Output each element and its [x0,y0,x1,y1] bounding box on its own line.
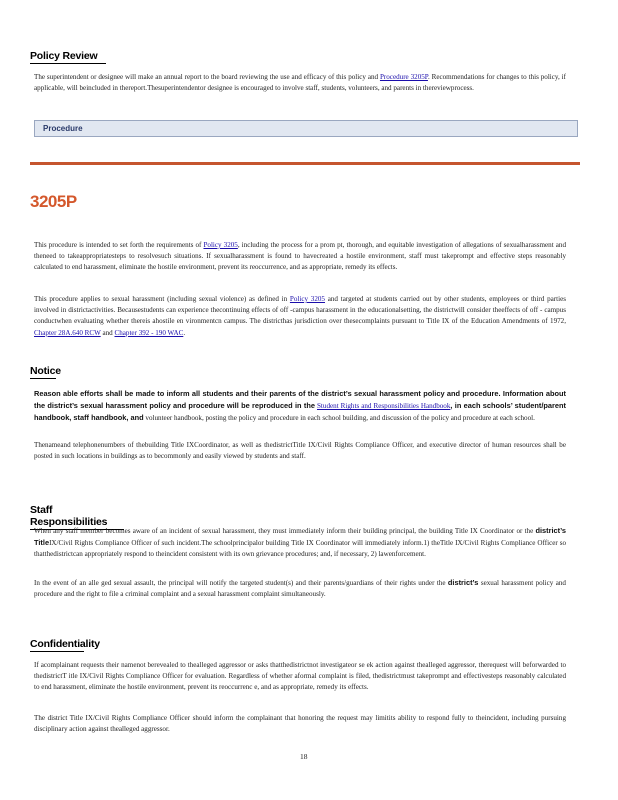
section-divider [30,162,580,165]
policy-review-heading: Policy Review [30,50,106,62]
page-number: 18 [300,752,308,761]
notice-heading: Notice [30,365,61,377]
confidentiality-paragraph-2: The district Title IX/Civil Rights Compliance Officer should inform the complainant that honoring the request may limitits ability to respond fully to theincident, including pursuing disciplinary action against thealleged aggressor. [34,714,566,734]
confidentiality-heading: Confidentiality [30,638,100,650]
procedure-box-label: Procedure [43,124,83,133]
staff-paragraph-2: In the event of an alle ged sexual assault, the principal will notify the targeted student(s) and their parents/guardians of their rights under the district’s sexual harassment policy and procedure and the right to file a criminal complaint and a sexual harassment complaint simultaneously. [34,578,566,599]
intro-paragraph-2: This procedure applies to sexual harassment (including sexual violence) as defined in Policy 3205 and targeted at students carried out by other students, employees or third parties involved in districtactivities. Becausestudents can experience thecontinuing effects of off -campus harassment in the educationalsetting, the districtwill consider theeffects of off - campus conductwhen evaluating whether thereis ahostile en vironmentcn campus. The districthas jurisdiction over thesecomplaints pursuant to Title IX of the Education Amendments of 1972, Chapter 28A.640 RCW and Chapter 392 - 190 WAC. [34,295,566,337]
notice-paragraph-2: Thenameand telephonenumbers of thebuilding Title IXCoordinator, as well as thedistrictTitle IX/Civil Rights Compliance Officer, and executive director of human resources shall be posted in such locations in buildings as to becommonly and easily viewed by students and staff. [34,441,566,461]
procedure-3205p-link[interactable]: Procedure 3205P [379,73,428,81]
policy-review-paragraph: The superintendent or designee will make an annual report to the board reviewing the use and efficacy of this policy and Procedure 3205P. Recommendations for changes to this policy, if applicable, will beincluded in thereport.Thesuperintendentor designee is encouraged to involve staff, students, volunteers, and parents in thereviewprocess. [34,73,566,93]
policy-3205-definition-link[interactable]: Policy 3205 [289,295,325,303]
staff-paragraph-1: When any staff member becomes aware of an incident of sexual harassment, they must immediately inform their building principal, the building Title IX Coordinator or the district’s TitleIX/Civil Rights Compliance Officer of such incident.The schoolprincipalor building Title IX Coordinator will immediately inform.1) theTitle IX/Civil Rights Compliance Officer so thatthedistrictcan appropriately respond to theincident consistent with its own grievance procedures; and, if necessary, 2) lawenforcement. [34,526,566,559]
wac-chapter-link[interactable]: Chapter 392 - 190 WAC [114,328,184,337]
notice-paragraph-1: Reason able efforts shall be made to inform all students and their parents of the district’s sexual harassment policy and procedure. Information about the district’s sexual harassment policy and procedure will be reproduced in the Student Rights and Responsibilities Handbook, in each schools’ student/parent handbook, staff handbook, and volunteer handbook, posting the policy and procedure in each school building, and discussion of the policy and procedure at each school. [34,389,566,423]
confidentiality-paragraph-1: If acomplainant requests their namenot berevealed to thealleged aggressor or asks thatthedistrictnot investigateor se ek action against thealleged aggressor, therequest will beforwarded to thedistrictT itle IX/Civil Rights Compliance Officer for evaluation. Regardless of whether aformal complaint is filed, thedistrictmust takeprompt and effectivesteps reasonably calculated to end harassment, eliminate the hostile environment, prevent its reoccurrenc e, and as appropriate, remedy its effects. [34,661,566,692]
intro-paragraph-1: This procedure is intended to set forth the requirements of Policy 3205, including the process for a prom pt, thorough, and equitable investigation of allegations of sexualharassment and theneed to takeappropriatesteps to resolvesuch situations. If sexualharassment is found to havecreated a hostile environment, staff must takeprompt and effective steps reasonably calculated to end harassment, eliminate the hostile environment, prevent its reoccurrence, and as appropriate, remedy its effects. [34,241,566,272]
policy-3205-link[interactable]: Policy 3205 [203,241,238,249]
staff-responsibilities-heading: Staff Responsibilities [30,504,124,528]
procedure-code-title: 3205P [30,192,77,211]
rcw-chapter-link[interactable]: Chapter 28A.640 RCW [34,328,101,337]
procedure-box [34,120,578,137]
student-handbook-link[interactable]: Student Rights and Responsibilities Handbook [316,402,451,411]
